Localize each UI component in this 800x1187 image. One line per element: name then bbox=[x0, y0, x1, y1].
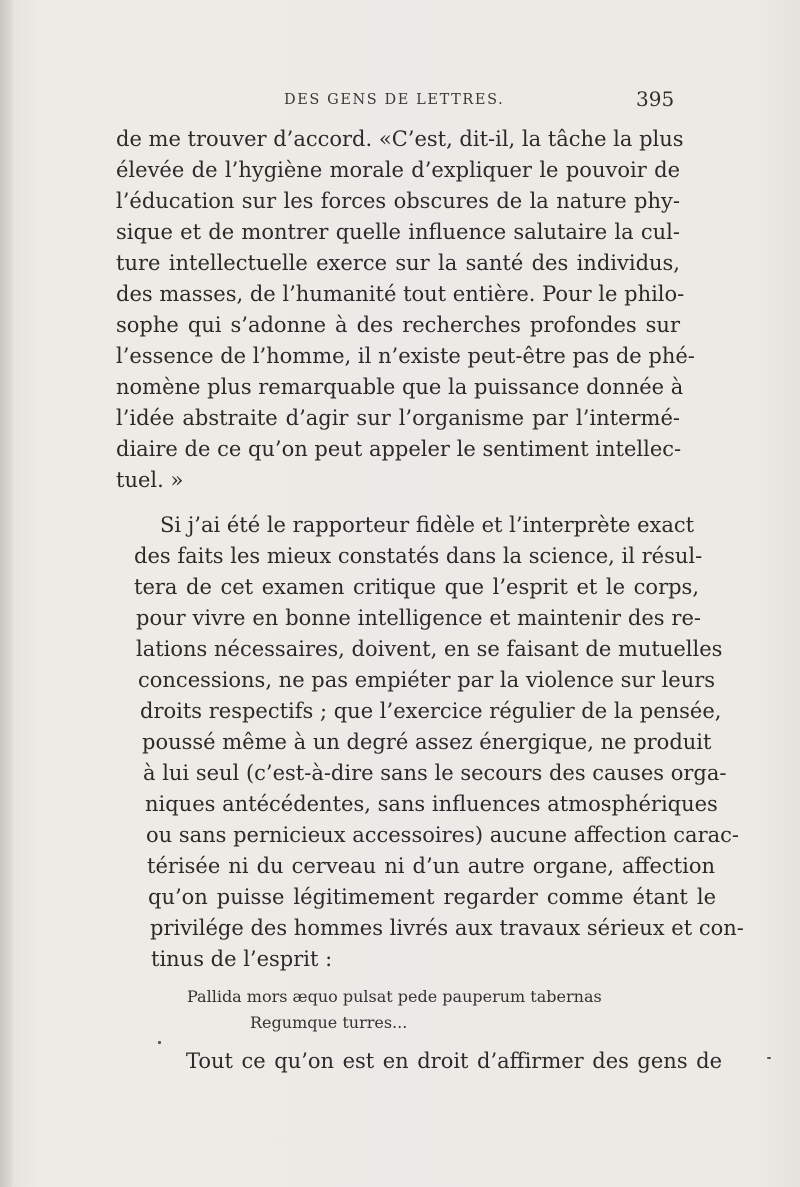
page-gutter bbox=[0, 0, 12, 1187]
text-line: ou sans pernicieux accessoires) aucune affection carac- bbox=[146, 823, 739, 847]
ink-speck bbox=[158, 1041, 161, 1044]
quote-line: Regumque turres... bbox=[250, 1013, 408, 1032]
text-line: sique et de montrer quelle influence salutaire la cul- bbox=[116, 220, 680, 244]
text-line: poussé même à un degré assez énergique, ne produit bbox=[142, 730, 712, 754]
text-line: tuel. » bbox=[116, 468, 184, 492]
text-line: Si j’ai été le rapporteur fidèle et l’interprète exact bbox=[160, 513, 695, 537]
text-line: qu’on puisse légitimement regarder comme étant le bbox=[148, 885, 716, 909]
text-line: des faits les mieux constatés dans la science, il résul- bbox=[134, 544, 703, 568]
text-line: Tout ce qu’on est en droit d’affirmer des gens de bbox=[186, 1049, 722, 1073]
text-line: pour vivre en bonne intelligence et maintenir des re- bbox=[136, 606, 701, 630]
running-title: DES GENS DE LETTRES. bbox=[284, 92, 505, 108]
text-line: tera de cet examen critique que l’esprit et le corps, bbox=[134, 575, 699, 599]
quote-line: Pallida mors æquo pulsat pede pauperum tabernas bbox=[187, 987, 602, 1006]
text-line: élevée de l’hygiène morale d’expliquer le pouvoir de bbox=[116, 158, 680, 182]
text-line: l’idée abstraite d’agir sur l’organisme par l’intermé- bbox=[116, 406, 680, 430]
text-line: térisée ni du cerveau ni d’un autre organe, affection bbox=[147, 854, 715, 878]
ink-speck bbox=[767, 1057, 771, 1059]
text-line: des masses, de l’humanité tout entière. Pour le philo- bbox=[116, 282, 685, 306]
text-line: diaire de ce qu’on peut appeler le sentiment intellec- bbox=[116, 437, 682, 461]
page-number: 395 bbox=[636, 87, 675, 111]
text-line: tinus de l’esprit : bbox=[151, 947, 333, 971]
text-line: l’essence de l’homme, il n’existe peut-être pas de phé- bbox=[116, 344, 695, 368]
text-line: sophe qui s’adonne à des recherches profondes sur bbox=[116, 313, 680, 337]
text-line: privilége des hommes livrés aux travaux sérieux et con- bbox=[150, 916, 744, 940]
text-line: l’éducation sur les forces obscures de la nature phy- bbox=[116, 189, 680, 213]
text-line: à lui seul (c’est-à-dire sans le secours des causes orga- bbox=[143, 761, 727, 785]
text-line: droits respectifs ; que l’exercice régulier de la pensée, bbox=[140, 699, 722, 723]
text-line: niques antécédentes, sans influences atmosphériques bbox=[145, 792, 718, 816]
text-line: ture intellectuelle exerce sur la santé des individus, bbox=[116, 251, 680, 275]
text-line: lations nécessaires, doivent, en se faisant de mutuelles bbox=[136, 637, 723, 661]
text-line: nomène plus remarquable que la puissance donnée à bbox=[116, 375, 684, 399]
text-line: concessions, ne pas empiéter par la violence sur leurs bbox=[138, 668, 716, 692]
text-line: de me trouver d’accord. «C’est, dit-il, la tâche la plus bbox=[116, 127, 684, 151]
